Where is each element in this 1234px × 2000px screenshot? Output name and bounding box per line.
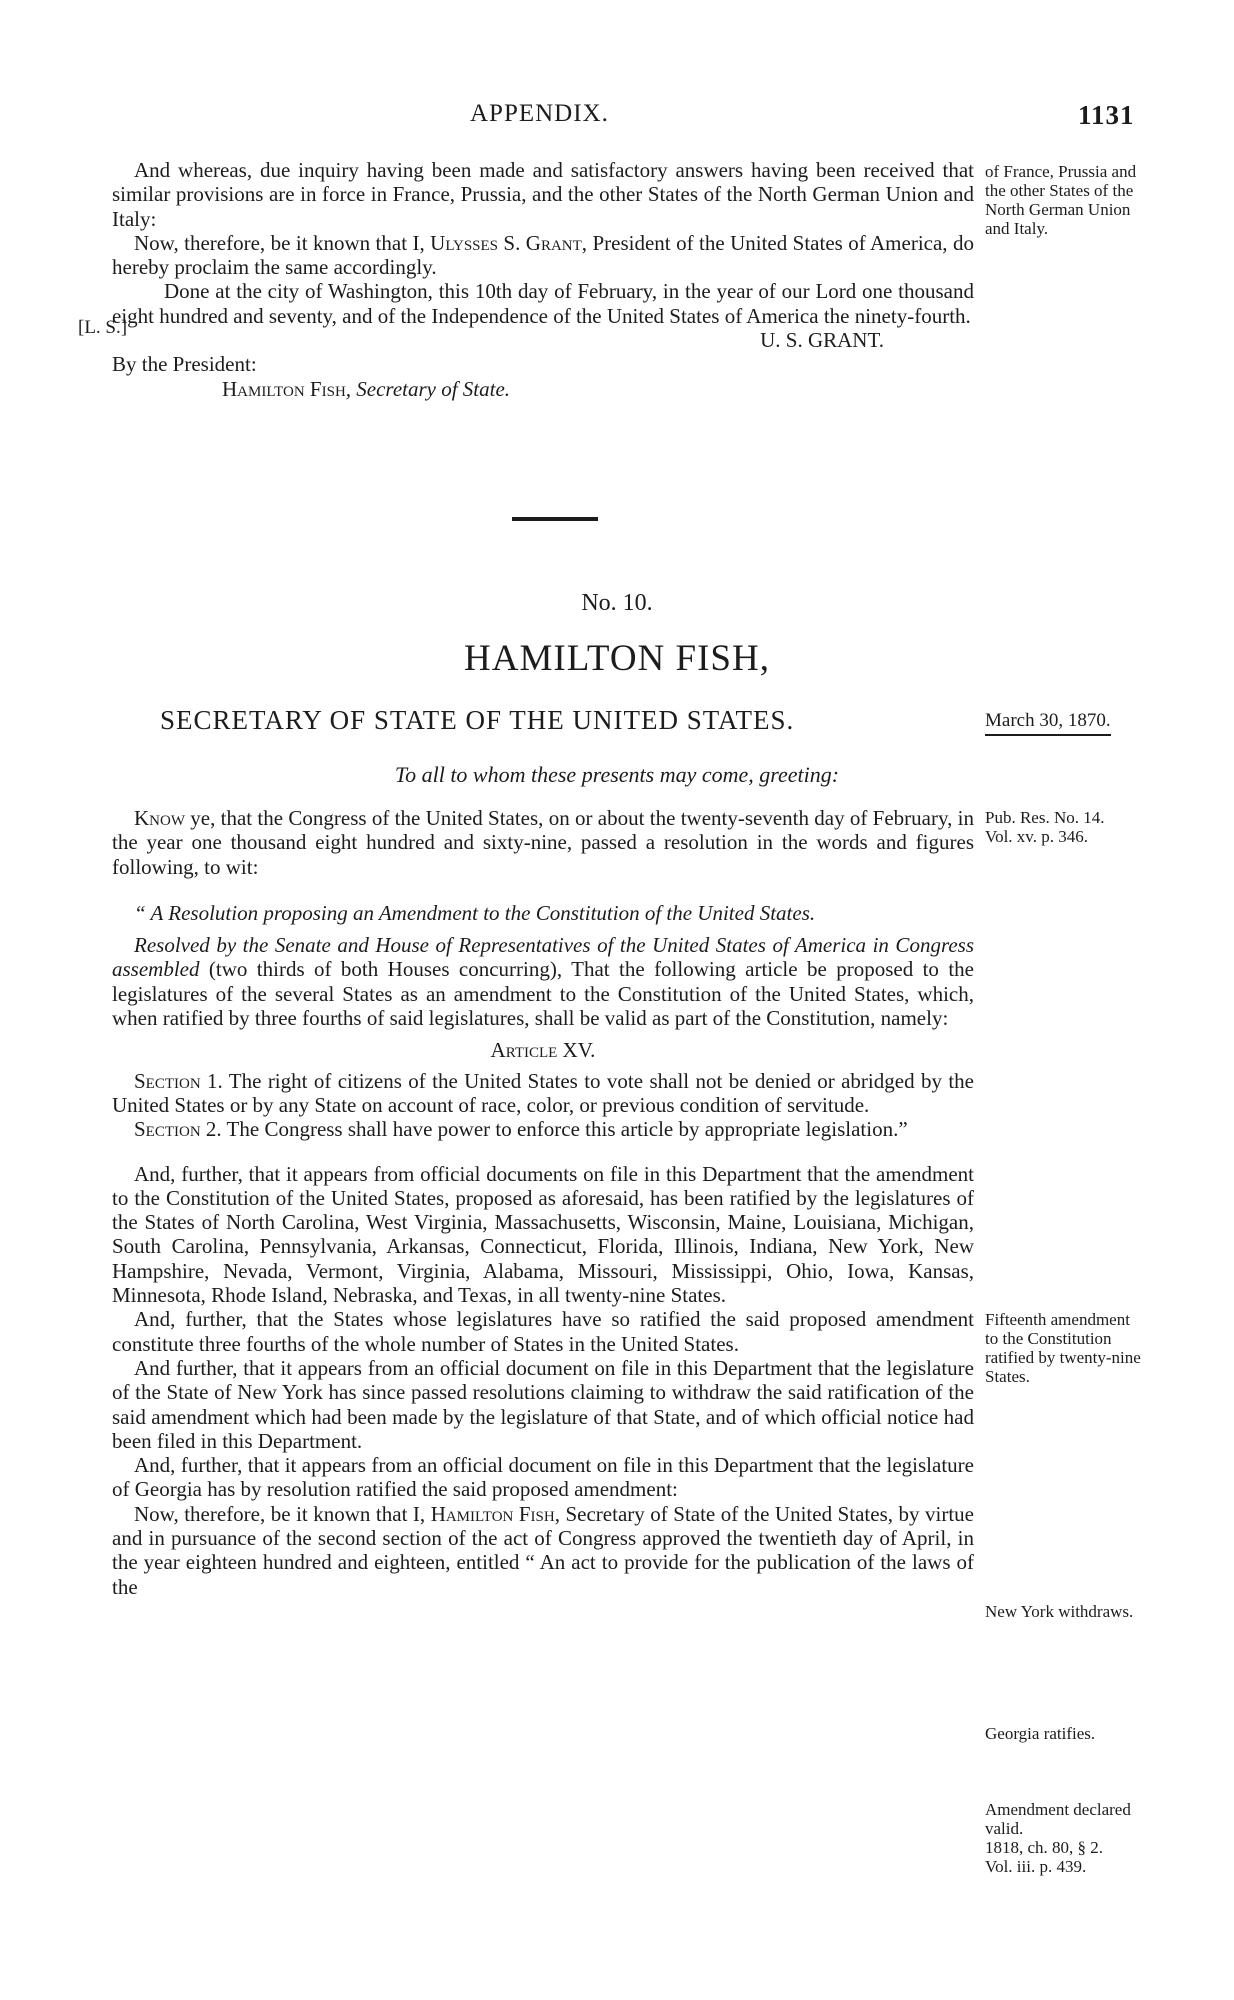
section-2: Section 2. The Congress shall have power to enforce this article by appropriate legislation.” xyxy=(134,1117,908,1142)
document-date: March 30, 1870. xyxy=(985,710,1111,736)
document-subtitle: SECRETARY OF STATE OF THE UNITED STATES. xyxy=(160,705,795,735)
signature: U. S. GRANT. xyxy=(760,328,884,353)
article-heading: Article XV. xyxy=(490,1038,596,1063)
margin-note-georgia: Georgia ratifies. xyxy=(985,1724,1096,1743)
margin-note-fifteenth: Fifteenth amendment to the Constitution ratified by twenty-nine States. xyxy=(985,1310,1141,1386)
document-number: No. 10. xyxy=(581,590,653,616)
resolved-paragraph: Resolved by the Senate and House of Representatives of the United States of America in Congress assembled (two thirds of both Houses concurring), That the following article be proposed to the legislatures of the several States as an amendment to the Constitution of the United States, which, when ratified by three fourths of said legislatures, shall be valid as part of the Constitution, namely: xyxy=(112,933,974,1031)
certificate-body xyxy=(112,806,974,1599)
new-york-paragraph: And further, that it appears from an official document on file in this Department that the legislature of the State of New York has since passed resolutions claiming to withdraw the said ratification of the said amendment which had been made by the legislature of that State, and of which official notice had been filed in this Department. xyxy=(112,1355,974,1453)
proclaim-paragraph: Now, therefore, be it known that I, Ulysses S. Grant, President of the United States of America, do hereby proclaim the same accordingly. xyxy=(112,230,974,280)
margin-note-new-york: New York withdraws. xyxy=(985,1602,1134,1621)
margin-note-amendment: Amendment declared valid. 1818, ch. 80, § 2. Vol. iii. p. 439. xyxy=(985,1800,1131,1876)
resolution-title: “ A Resolution proposing an Amendment to the Constitution of the United States. xyxy=(134,900,816,925)
final-paragraph: Now, therefore, be it known that I, Hamilton Fish, Secretary of State of the United States, by virtue and in pursuance of the second section of the act of Congress approved the twentieth day of April, in the year eighteen hundred and eighteen, entitled “ An act to provide for the publication of the laws of the xyxy=(112,1501,974,1599)
whereas-paragraph: And whereas, due inquiry having been made and satisfactory answers having been received that similar provisions are in force in France, Prussia, and the other States of the North German Union and Italy: xyxy=(112,158,974,231)
three-fourths-paragraph: And, further, that the States whose legislatures have so ratified the said proposed amendment constitute three fourths of the whole number of States in the United States. xyxy=(112,1307,974,1356)
ratified-paragraph: And, further, that it appears from official documents on file in this Department that the amendment to the Constitution of the United States, proposed as aforesaid, has been ratified by the legislatures of the States of North Carolina, West Virginia, Massachusetts, Wisconsin, Maine, Louisiana, Michigan, South Carolina, Pennsylvania, Arkansas, Connecticut, Florida, Illinois, Indiana, New York, New Hampshire, Nevada, Vermont, Virginia, Alabama, Missouri, Mississippi, Ohio, Iowa, Kansas, Minnesota, Rhode Island, Nebraska, and Texas, in all twenty-nine States. xyxy=(112,1161,974,1308)
greeting: To all to whom these presents may come, greeting: xyxy=(394,762,840,787)
running-header: APPENDIX. xyxy=(470,100,609,127)
margin-note-pub-res: Pub. Res. No. 14. Vol. xv. p. 346. xyxy=(985,808,1105,846)
margin-note-countries: of France, Prussia and the other States of the North German Union and Italy. xyxy=(985,162,1137,238)
seal-mark: [L. S.] xyxy=(78,317,128,338)
know-ye-paragraph: Know ye, that the Congress of the United States, on or about the twenty-seventh day of February, in the year one thousand eight hundred and sixty-nine, passed a resolution in the words and figures following, to wit: xyxy=(112,806,974,879)
page-number: 1131 xyxy=(1078,100,1135,130)
president-name: Ulysses S. Grant xyxy=(430,230,582,255)
proclamation-closing xyxy=(112,158,974,401)
section-divider xyxy=(512,517,598,521)
document-title: HAMILTON FISH, xyxy=(464,638,770,679)
georgia-paragraph: And, further, that it appears from an official document on file in this Department that the legislature of Georgia has by resolution ratified the said proposed amendment: xyxy=(112,1453,974,1502)
by-the-president: By the President: xyxy=(112,352,257,377)
done-at-paragraph: Done at the city of Washington, this 10th day of February, in the year of our Lord one thousand eight hundred and seventy, and of the Independence of the United States of America the ninety-fourth. xyxy=(112,279,974,328)
section-1: Section 1. The right of citizens of the United States to vote shall not be denied or abridged by the United States or by any State on account of race, color, or previous condition of servitude. xyxy=(112,1068,974,1117)
countersignature: Hamilton Fish, Secretary of State. xyxy=(222,376,511,401)
